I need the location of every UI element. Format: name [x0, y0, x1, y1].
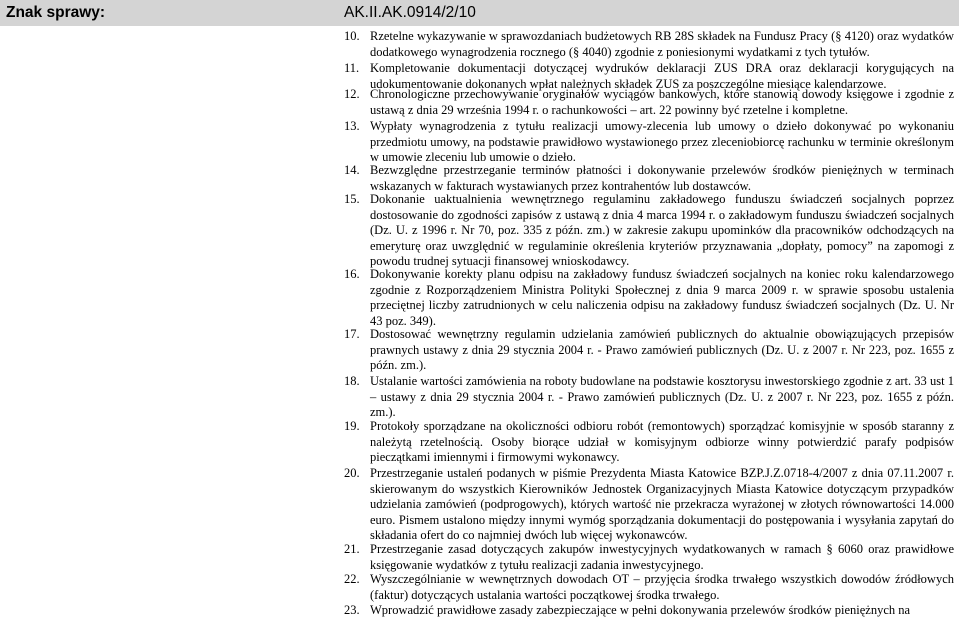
item-number: 15. — [344, 192, 360, 206]
list-item — [344, 466, 954, 544]
item-text: Wyszczególnianie w wewnętrznych dowodach OT – przyjęcia środka trwałego wszystkich dowodów źródłowych (faktur) dotyczących ustalania wartości początkowej środka trwałego. — [370, 572, 954, 602]
item-number: 10. — [344, 29, 360, 43]
item-text: Przestrzeganie ustaleń podanych w piśmie Prezydenta Miasta Katowice BZP.J.Z.0718-4/2007 z dnia 07.11.2007 r. skierowanym do wszystkich Kierowników Jednostek Organizacyjnych Miasta Katowice dotyczącym przypadków udzielania zamówień (podprogowych), których wartość nie przekracza wyrażonej w złotych równowartości 14.000 euro. Pismem ustalono między innymi wymóg sporządzania dokumentacji do postępowania i wysyłania zapytań do składania ofert do co najmniej dwóch lub więcej wykonawców. — [370, 466, 954, 543]
list-item — [344, 542, 954, 573]
list-item — [344, 119, 954, 166]
item-number: 23. — [344, 603, 360, 617]
item-text: Wypłaty wynagrodzenia z tytułu realizacji umowy-zlecenia lub umowy o dzieło dokonywać po wykonaniu przedmiotu umowy, na podstawie prawidłowo wystawionego przez zleceniobiorcę rachunku w terminie określonym w umowie zleceniu lub umowie o dzieło. — [370, 119, 954, 165]
list-item — [344, 572, 954, 603]
item-text: Ustalanie wartości zamówienia na roboty budowlane na podstawie kosztorysu inwestorskiego zgodnie z art. 33 ust 1 – ustawy z dnia 29 stycznia 2004 r. - Prawo zamówień publicznych (Dz. U. z 2007 r. Nr 223, poz. 1655 z późn. zm.). — [370, 374, 954, 420]
item-text: Dokonywanie korekty planu odpisu na zakładowy fundusz świadczeń socjalnych na koniec roku kalendarzowego zgodnie z Rozporządzeniem Ministra Polityki Społecznej z dnia 9 marca 2009 r. w sprawie sposobu ustalenia przeciętnej liczby zatrudnionych w celu naliczenia odpisu na zakładowy fundusz świadczeń socjalnych (Dz. U. Nr 43 poz. 349). — [370, 267, 954, 328]
item-text: Dokonanie uaktualnienia wewnętrznego regulaminu zakładowego funduszu świadczeń socjalnych poprzez dostosowanie do zgodności zapisów z ustawą z dnia 4 marca 1994 r. o zakładowym funduszu świadczeń socjalnych (Dz. U. z 1996 r. Nr 70, poz. 335 z późn. zm.) w zakresie zakupu upominków dla pracowników odchodzących na emeryturę oraz uwzględnić w regulaminie określenia kryteriów przyznawania „dopłaty, pomocy” na zapomogi z powodu trudnej sytuacji finansowej wnioskodawcy. — [370, 192, 954, 269]
case-number-value: AK.II.AK.0914/2/10 — [344, 4, 476, 21]
list-item — [344, 267, 954, 329]
item-number: 12. — [344, 87, 360, 101]
item-text: Chronologiczne przechowywanie oryginałów wyciągów bankowych, które stanowią dowody księgowe i zgodnie z ustawą z dnia 29 września 1994 r. o rachunkowości – art. 22 powinny być rzetelne i kompletne. — [370, 87, 954, 117]
list-item — [344, 29, 954, 60]
item-number: 18. — [344, 374, 360, 388]
item-text: Kompletowanie dokumentacji dotyczącej wydruków deklaracji ZUS DRA oraz deklaracji korygujących na udokumentowanie dokonanych wpłat należnych składek ZUS za poszczególne miesiące kalendarzowe. — [370, 61, 954, 91]
list-item — [344, 603, 954, 619]
list-item — [344, 419, 954, 466]
item-number: 22. — [344, 572, 360, 586]
case-number-label: Znak sprawy: — [6, 4, 106, 21]
list-item — [344, 87, 954, 118]
item-number: 13. — [344, 119, 360, 133]
item-text: Wprowadzić prawidłowe zasady zabezpieczające w pełni dokonywania przelewów środków pieniężnych na — [370, 603, 911, 617]
list-item — [344, 327, 954, 374]
item-text: Przestrzeganie zasad dotyczących zakupów inwestycyjnych wydatkowanych w ramach § 6060 oraz prawidłowe księgowanie wydatków z tytułu realizacji zadania inwestycyjnego. — [370, 542, 954, 572]
item-text: Protokoły sporządzane na okoliczności odbioru robót (remontowych) sporządzać komisyjnie w sposób staranny z należytą rzetelnością. Osoby biorące udział w komisyjnym odbiorze winny potwierdzić parafy podpisów pieczątkami imiennymi i firmowymi wykonawcy. — [370, 419, 954, 465]
item-number: 17. — [344, 327, 360, 341]
item-text: Rzetelne wykazywanie w sprawozdaniach budżetowych RB 28S składek na Fundusz Pracy (§ 4120) oraz wydatków dodatkowego wynagrodzenia rocznego (§ 4040) zgodnie z poniesionymi wydatkami z tych tytułów. — [370, 29, 954, 59]
case-header-bar — [0, 0, 959, 26]
item-text: Bezwzględne przestrzeganie terminów płatności i dokonywanie przelewów środków pieniężnych w terminach wskazanych w fakturach wystawianych przez kontrahentów lub dostawców. — [370, 163, 954, 193]
item-text: Dostosować wewnętrzny regulamin udzielania zamówień publicznych do aktualnie obowiązujących przepisów prawnych ustawy z dnia 29 stycznia 2004 r. - Prawo zamówień publicznych (Dz. U. z 2007 r. Nr 223, poz. 1655 z późn. zm.). — [370, 327, 954, 373]
list-item — [344, 374, 954, 421]
item-number: 20. — [344, 466, 360, 480]
item-number: 21. — [344, 542, 360, 556]
item-number: 11. — [344, 61, 360, 75]
list-item — [344, 192, 954, 270]
list-item — [344, 163, 954, 194]
item-number: 14. — [344, 163, 360, 177]
item-number: 16. — [344, 267, 360, 281]
item-number: 19. — [344, 419, 360, 433]
